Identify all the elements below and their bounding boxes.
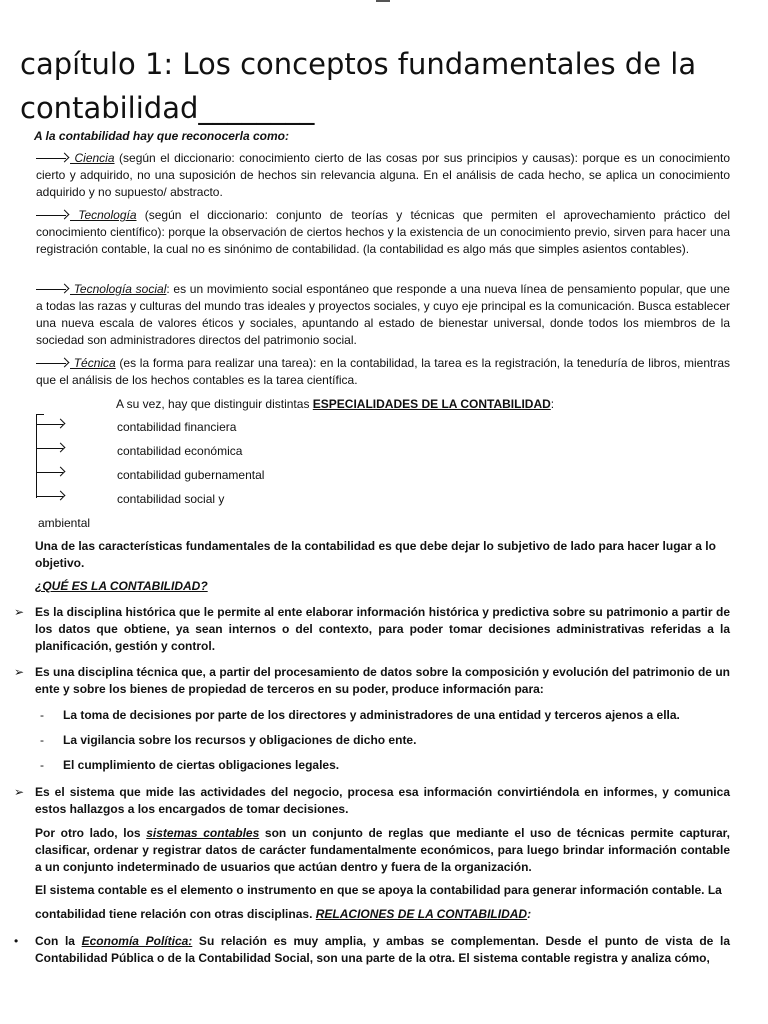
round-bullet: • [14,934,19,948]
concept-term: Técnica [70,356,116,370]
concept-text: (según el diccionario: conjunto de teorías y técnicas que permiten el aprovechamiento práctico del conocimiento científico): porque la observación de ciertos hechos y la existencia de un conocimiento previo, sirven para hacer una registración contable, la cual no es sinónimo de contabilidad. (la contabilidad es algo más que simples asientos contables). [36,208,731,256]
relations-text: contabilidad tiene relación con otras disciplinas. [35,907,316,921]
economy-paragraph [35,933,730,967]
definition-item: Es el sistema que mide las actividades del negocio, procesa esa información convirtiéndola en informes, y comunica estos hallazgos a los encargados de tomar decisiones. [35,785,730,816]
right-arrow-icon [36,154,70,164]
systems-lead: Por otro lado, los [35,826,147,840]
right-arrow-icon [37,420,65,430]
specialties-intro [116,396,554,413]
specialties-heading: ESPECIALIDADES DE LA CONTABILIDAD [312,397,551,411]
purpose-item: El cumplimiento de ciertas obligaciones legales. [63,758,340,772]
systems-paragraph [35,825,730,876]
concept-tecnica [36,355,730,389]
economy-lead: Con la [35,934,82,948]
dash-bullet: - [40,758,44,772]
concept-text: (según el diccionario: conocimiento cierto de las cosas por sus principios y causas): porque es un conocimiento cierto y adquirido, no una suposición de hechos sin relevancia alguna. En el análisis de cada hecho, se aplica un conocimiento adquirido y no supuesto/ abstracto. [36,151,731,199]
dash-bullet: - [40,733,44,747]
right-arrow-icon [37,492,65,502]
arrowhead-bullet-icon: ➢ [14,785,25,799]
concept-text: : es un movimiento social espontáneo que responde a una nueva línea de pensamiento popular, que une a todas las razas y culturas del mundo tras ideales y proyectos sociales, y cuyo eje principal es la comunicación. Busca establecer una nueva escala de valores éticos y sociales, apuntando al estado de bienestar universal, donde todos los miembros de la sociedad son administradores directos del patrimonio social. [36,282,730,347]
question-heading: ¿QUÉ ES LA CONTABILIDAD? [35,579,208,593]
specialties-colon: : [550,397,555,411]
page-top-mark [376,0,390,2]
characteristic-text: Una de las características fundamentales de la contabilidad es que debe dejar lo subjetivo de lado para hacer lugar a lo objetivo. [35,539,716,570]
relations-line-2 [35,906,531,923]
relations-heading: RELACIONES DE LA CONTABILIDAD [315,907,528,921]
purpose-item: La toma de decisiones por parte de los directores y administradores de una entidad y terceros ajenos a ella. [63,708,680,722]
concept-term: Tecnología [70,208,137,222]
concept-term: Ciencia [70,151,115,165]
systems-text: son un conjunto de reglas que mediante el uso de técnicas permite capturar, clasificar, ordenar y registrar datos de carácter fundamentalmente económicos, para luego brindar información contable a un conjunto indeterminado de usuarios que actúan dentro y fuera de la organización. [35,826,731,874]
arrowhead-bullet-icon: ➢ [14,605,25,619]
systems-term: sistemas contables [146,826,260,840]
specialty-item-tail: ambiental [38,516,91,530]
right-arrow-icon [37,444,65,454]
specialty-item: contabilidad gubernamental [117,468,265,482]
specialties-bracket-top [36,414,44,415]
definition-item: Es la disciplina histórica que le permite al ente elaborar información histórica y predictiva sobre su patrimonio a partir de los datos que obtiene, ya sean internos o del contexto, para poder tomar decisiones administrativas referidas a la planificación, gestión y control. [35,605,730,653]
definition-item: Es una disciplina técnica que, a partir del procesamiento de datos sobre la composición y evolución del patrimonio de un ente y sobre los bienes de propiedad de terceros en su poder, produce información para: [35,665,730,696]
specialty-item: contabilidad financiera [117,420,237,434]
right-arrow-icon [37,468,65,478]
concept-term: Tecnología social [70,282,167,296]
purpose-item: La vigilancia sobre los recursos y obligaciones de dicho ente. [63,733,417,747]
specialty-item: contabilidad social y [117,492,225,506]
specialties-lead: A su vez, hay que distinguir distintas [116,397,313,411]
relations-line-1: El sistema contable es el elemento o instrumento en que se apoya la contabilidad para generar información contable. La [35,883,722,897]
concept-text: (es la forma para realizar una tarea): en la contabilidad, la tarea es la registración, la teneduría de libros, mientras que el análisis de los hechos contables es la tarea científica. [36,356,730,387]
page-title: capítulo 1: Los conceptos fundamentales de la contabilidad________ [20,47,697,125]
concept-ciencia [36,150,730,201]
dash-bullet: - [40,708,44,722]
concept-tecnologia [36,207,730,258]
right-arrow-icon [36,285,70,295]
concept-tecnologia-social [36,281,730,349]
specialty-item: contabilidad económica [117,444,243,458]
arrowhead-bullet-icon: ➢ [14,665,25,679]
right-arrow-icon [36,211,70,221]
economy-term: Economía Política: [81,934,193,948]
right-arrow-icon [36,359,70,369]
relations-colon: : [527,907,532,921]
intro-text: A la contabilidad hay que reconocerla como: [34,129,289,143]
economy-text: Su relación es muy amplia, y ambas se complementan. Desde el punto de vista de la Contabilidad Pública o de la Contabilidad Social, son una parte de la otra. El sistema contable registra y analiza cómo, [35,934,731,965]
